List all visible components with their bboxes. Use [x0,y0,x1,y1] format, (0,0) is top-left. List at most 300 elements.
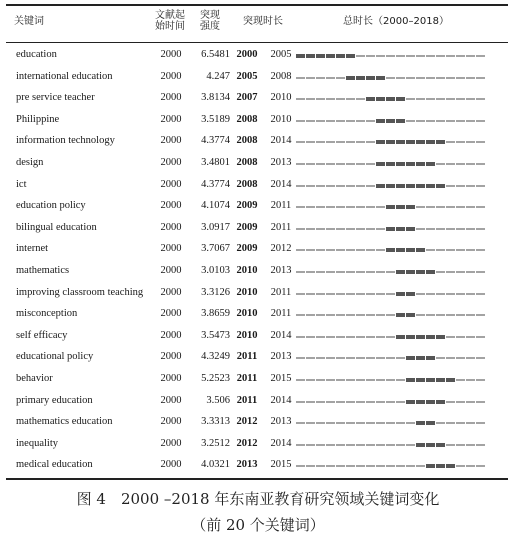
keyword-cell: design [16,157,44,168]
year-segment [456,141,465,143]
keyword-cell: Philippine [16,113,60,125]
burst-year-segment [376,119,385,123]
burst-begin-cell: 2010 [236,265,258,276]
year-segment [326,98,335,100]
table-row [6,305,508,325]
burst-year-segment [416,356,425,360]
burst-timeline [296,55,486,57]
year-segment [366,293,375,295]
burst-year-segment [446,378,455,382]
year-segment [446,55,455,57]
strength-cell: 3.3126 [201,286,230,298]
year-segment [346,465,355,467]
year-segment [356,401,365,403]
year-segment [306,465,315,467]
burst-end-cell: 2014 [270,329,292,341]
year-segment [436,249,445,251]
burst-year-segment [356,76,365,80]
year-segment [326,206,335,208]
burst-end-cell: 2010 [270,92,292,104]
year-segment [446,271,455,273]
year-segment [386,465,395,467]
burst-year-segment [396,270,405,274]
year-segment [476,401,485,403]
year-segment [306,444,315,446]
strength-cell: 3.4801 [201,157,230,168]
year-segment [376,357,385,359]
year-segment [436,163,445,165]
table-row [6,132,508,152]
year-segment [396,465,405,467]
year-segment [406,98,415,100]
burst-year-segment [386,205,395,209]
burst-year-segment [406,378,415,382]
year-segment [466,249,475,251]
year-segment [366,444,375,446]
year-segment [386,422,395,424]
strength-cell: 5.2523 [201,373,230,384]
year-segment [466,141,475,143]
burst-timeline [296,120,486,122]
burst-year-segment [396,140,405,144]
burst-year-segment [396,97,405,101]
burst-year-segment [366,76,375,80]
year-segment [346,401,355,403]
burst-end-cell: 2008 [270,70,292,82]
year-segment [426,98,435,100]
year-segment [456,163,465,165]
year-segment [416,314,425,316]
burst-year-segment [436,443,445,447]
year-segment [346,444,355,446]
year-segment [456,249,465,251]
keyword-cell: bilingual education [16,221,97,233]
burst-timeline [296,249,486,251]
year-segment [386,77,395,79]
year-segment [476,163,485,165]
burst-timeline [296,98,486,100]
year-segment [466,357,475,359]
year-segment [456,314,465,316]
year-segment [336,444,345,446]
year-segment [356,379,365,381]
header-begin-end: 突现时长 [243,16,283,27]
table-row [6,435,508,455]
start-year-cell: 2000 [160,135,182,147]
year-segment [326,120,335,122]
year-segment [316,120,325,122]
burst-end-cell: 2005 [270,49,292,60]
burst-begin-cell: 2012 [236,437,258,449]
keyword-cell: mathematics [16,265,70,276]
burst-end-cell: 2013 [270,157,292,168]
year-segment [356,336,365,338]
year-segment [336,228,345,230]
year-segment [466,293,475,295]
burst-year-segment [426,378,435,382]
year-segment [366,163,375,165]
year-segment [306,163,315,165]
year-segment [326,379,335,381]
burst-year-segment [386,119,395,123]
year-segment [326,77,335,79]
year-segment [336,185,345,187]
burst-year-segment [386,248,395,252]
year-segment [356,293,365,295]
burst-year-segment [446,464,455,468]
keyword-cell: ict [16,178,27,190]
burst-keyword-table [6,4,508,480]
burst-begin-cell: 2008 [236,178,258,190]
year-segment [446,141,455,143]
burst-begin-cell: 2011 [236,394,258,406]
year-segment [426,77,435,79]
year-segment [366,314,375,316]
table-row [6,392,508,412]
year-segment [426,314,435,316]
strength-cell: 3.0103 [201,265,230,276]
burst-year-segment [306,54,315,58]
burst-begin-cell: 2013 [236,459,258,471]
year-segment [376,271,385,273]
year-segment [296,379,305,381]
year-segment [356,357,365,359]
burst-year-segment [426,356,435,360]
burst-year-segment [436,464,445,468]
burst-year-segment [366,97,375,101]
burst-year-segment [416,140,425,144]
year-segment [366,185,375,187]
year-segment [316,336,325,338]
burst-year-segment [426,400,435,404]
burst-year-segment [396,119,405,123]
year-segment [336,206,345,208]
burst-begin-cell: 2005 [236,70,258,82]
burst-end-cell: 2011 [270,200,292,212]
burst-timeline [296,357,486,359]
year-segment [476,206,485,208]
burst-year-segment [426,270,435,274]
keyword-cell: internet [16,243,49,255]
start-year-cell: 2000 [160,394,182,406]
burst-timeline [296,422,486,424]
year-segment [326,422,335,424]
burst-year-segment [436,335,445,339]
year-segment [316,271,325,273]
burst-begin-cell: 2009 [236,221,258,233]
year-segment [436,422,445,424]
year-segment [346,228,355,230]
year-segment [366,465,375,467]
strength-cell: 3.7067 [201,243,230,255]
burst-begin-cell: 2007 [236,92,258,104]
burst-year-segment [406,184,415,188]
year-segment [396,55,405,57]
start-year-cell: 2000 [160,459,182,471]
year-segment [476,465,485,467]
strength-cell: 3.5473 [201,329,230,341]
year-segment [406,120,415,122]
year-segment [476,77,485,79]
year-segment [296,163,305,165]
year-segment [316,228,325,230]
year-segment [386,271,395,273]
burst-end-cell: 2014 [270,437,292,449]
burst-year-segment [406,292,415,296]
strength-cell: 6.5481 [201,49,230,60]
year-segment [316,357,325,359]
year-segment [476,228,485,230]
year-segment [316,293,325,295]
year-segment [346,293,355,295]
year-segment [406,77,415,79]
year-segment [466,314,475,316]
year-segment [446,293,455,295]
year-segment [356,206,365,208]
burst-year-segment [406,140,415,144]
year-segment [346,314,355,316]
year-segment [296,444,305,446]
year-segment [476,120,485,122]
burst-year-segment [436,184,445,188]
year-segment [446,163,455,165]
year-segment [346,357,355,359]
keyword-cell: pre service teacher [16,92,95,104]
header-total-span: 总时长（2000–2018） [343,16,449,27]
year-segment [476,271,485,273]
burst-end-cell: 2010 [270,113,292,125]
start-year-cell: 2000 [160,373,182,384]
year-segment [346,271,355,273]
year-segment [456,336,465,338]
year-segment [296,271,305,273]
burst-year-segment [346,54,355,58]
year-segment [456,77,465,79]
year-segment [366,206,375,208]
year-segment [466,401,475,403]
start-year-cell: 2000 [160,92,182,104]
year-segment [306,271,315,273]
year-segment [326,444,335,446]
burst-begin-cell: 2009 [236,200,258,212]
year-segment [316,401,325,403]
year-segment [446,336,455,338]
burst-year-segment [426,140,435,144]
header-keyword: 关键词 [14,16,44,27]
burst-begin-cell: 2012 [236,416,258,428]
year-segment [416,228,425,230]
start-year-cell: 2000 [160,49,182,60]
year-segment [426,249,435,251]
table-row [6,154,508,174]
year-segment [456,55,465,57]
start-year-cell: 2000 [160,178,182,190]
year-segment [466,55,475,57]
year-segment [466,444,475,446]
year-segment [366,379,375,381]
burst-timeline [296,163,486,165]
year-segment [326,293,335,295]
year-segment [356,141,365,143]
keyword-cell: mathematics education [16,416,113,428]
year-segment [376,422,385,424]
start-year-cell: 2000 [160,329,182,341]
burst-timeline [296,444,486,446]
year-segment [456,357,465,359]
year-segment [356,271,365,273]
year-segment [446,228,455,230]
table-row [6,197,508,217]
year-segment [366,401,375,403]
burst-begin-cell: 2010 [236,286,258,298]
year-segment [396,422,405,424]
year-segment [446,357,455,359]
burst-year-segment [386,97,395,101]
year-segment [366,55,375,57]
year-segment [356,228,365,230]
year-segment [296,185,305,187]
year-segment [306,314,315,316]
year-segment [366,141,375,143]
table-row [6,68,508,88]
year-segment [306,77,315,79]
strength-cell: 4.3774 [201,178,230,190]
burst-timeline [296,77,486,79]
year-segment [376,314,385,316]
year-segment [296,422,305,424]
burst-begin-cell: 2011 [236,351,258,363]
year-segment [456,379,465,381]
year-segment [366,120,375,122]
year-segment [336,141,345,143]
year-segment [466,77,475,79]
burst-year-segment [426,184,435,188]
burst-year-segment [396,335,405,339]
year-segment [316,379,325,381]
year-segment [446,206,455,208]
year-segment [336,379,345,381]
year-segment [396,379,405,381]
year-segment [376,336,385,338]
burst-begin-cell: 2008 [236,113,258,125]
year-segment [466,228,475,230]
start-year-cell: 2000 [160,243,182,255]
year-segment [476,293,485,295]
year-segment [326,249,335,251]
burst-year-segment [396,205,405,209]
burst-year-segment [406,400,415,404]
burst-year-segment [336,54,345,58]
start-year-cell: 2000 [160,265,182,276]
year-segment [386,336,395,338]
year-segment [326,228,335,230]
year-segment [316,422,325,424]
burst-year-segment [416,162,425,166]
table-row [6,456,508,476]
keyword-cell: educational policy [16,351,94,363]
start-year-cell: 2000 [160,113,182,125]
year-segment [416,55,425,57]
burst-begin-cell: 2009 [236,243,258,255]
burst-year-segment [376,97,385,101]
year-segment [306,293,315,295]
year-segment [346,336,355,338]
burst-year-segment [376,162,385,166]
year-segment [476,98,485,100]
burst-year-segment [436,378,445,382]
keyword-cell: international education [16,70,113,82]
year-segment [336,401,345,403]
year-segment [466,163,475,165]
year-segment [296,249,305,251]
year-segment [426,55,435,57]
year-segment [326,336,335,338]
start-year-cell: 2000 [160,221,182,233]
year-segment [346,141,355,143]
year-segment [356,249,365,251]
year-segment [426,206,435,208]
year-segment [346,120,355,122]
year-segment [296,77,305,79]
start-year-cell: 2000 [160,286,182,298]
table-row [6,262,508,282]
burst-timeline [296,228,486,230]
table-row [6,46,508,66]
year-segment [356,444,365,446]
header-start-year: 文献起始时间 [155,10,185,32]
burst-year-segment [416,421,425,425]
start-year-cell: 2000 [160,308,182,320]
year-segment [466,336,475,338]
year-segment [456,465,465,467]
year-segment [386,444,395,446]
year-segment [376,401,385,403]
year-segment [376,465,385,467]
burst-end-cell: 2014 [270,394,292,406]
year-segment [336,271,345,273]
year-segment [306,379,315,381]
year-segment [446,249,455,251]
keyword-cell: medical education [16,459,93,471]
burst-year-segment [326,54,335,58]
header-divider [6,42,508,43]
burst-begin-cell: 2000 [236,49,258,60]
year-segment [416,465,425,467]
year-segment [436,314,445,316]
year-segment [376,228,385,230]
year-segment [306,249,315,251]
keyword-cell: inequality [16,437,58,449]
burst-timeline [296,271,486,273]
burst-year-segment [406,313,415,317]
year-segment [476,141,485,143]
year-segment [366,271,375,273]
burst-end-cell: 2015 [270,373,292,384]
year-segment [466,422,475,424]
year-segment [336,357,345,359]
start-year-cell: 2000 [160,416,182,428]
year-segment [386,357,395,359]
year-segment [296,357,305,359]
table-row [6,111,508,131]
year-segment [376,206,385,208]
year-segment [316,249,325,251]
year-segment [446,444,455,446]
year-segment [476,185,485,187]
year-segment [446,314,455,316]
year-segment [466,271,475,273]
burst-year-segment [346,76,355,80]
